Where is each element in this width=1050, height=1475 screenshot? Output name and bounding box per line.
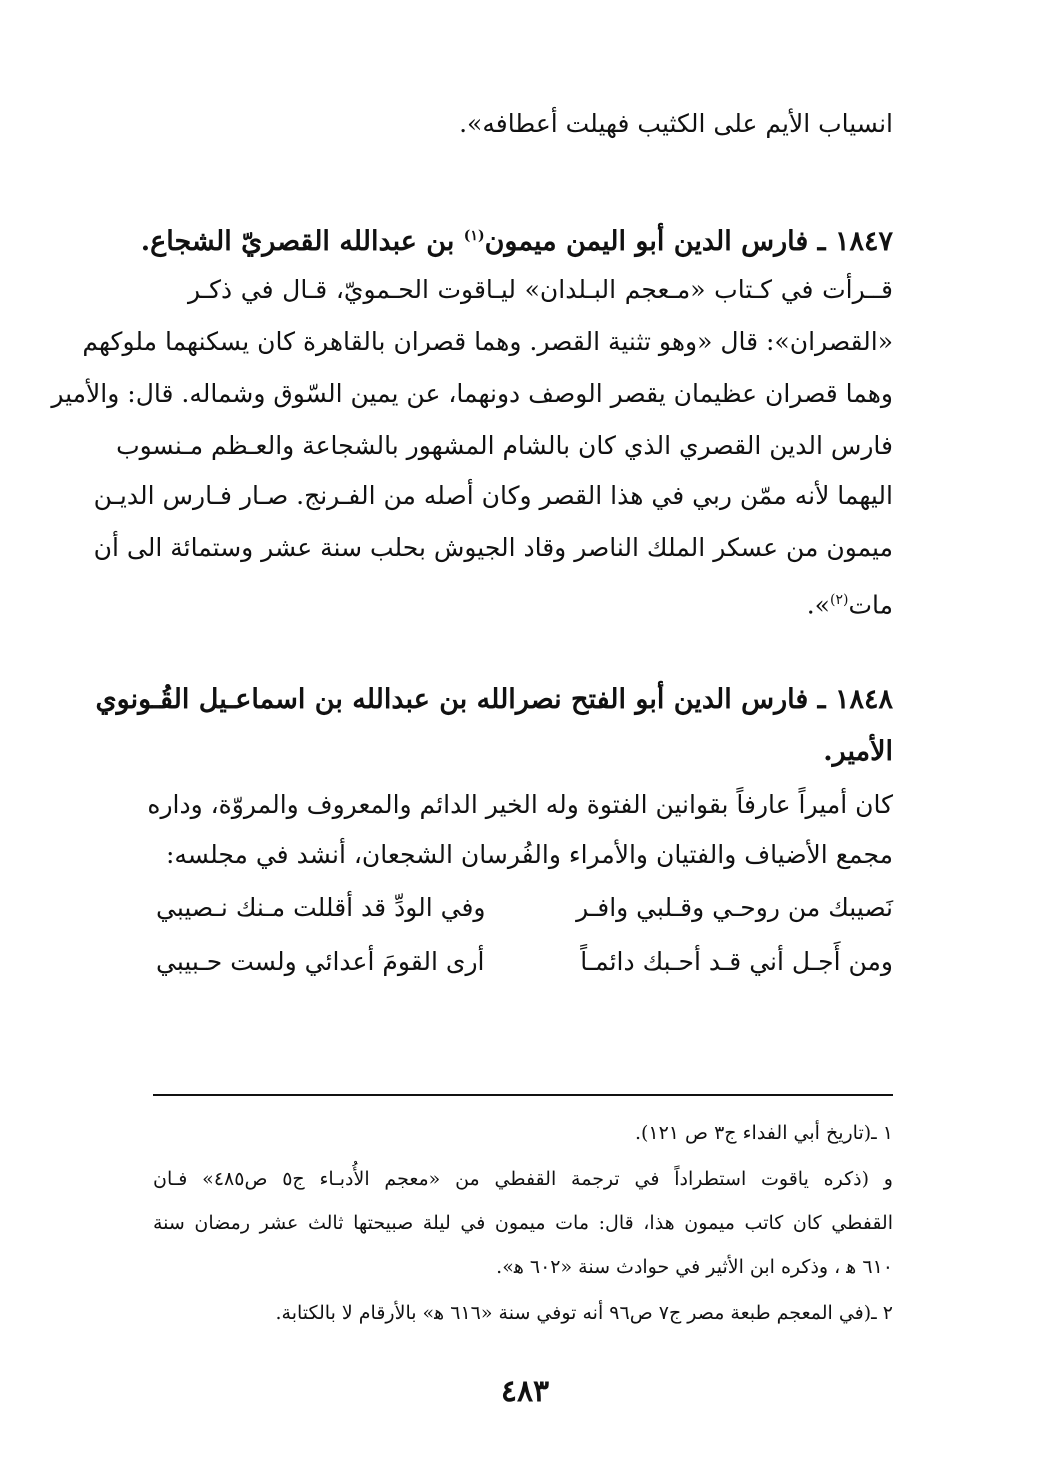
entry-1847-line-2: «القصران»: قال «وهو تثنية القصر. وهما قصران بالقاهرة كان يسكنهما ملوكهم	[82, 327, 893, 356]
entry-1847-line-4: فارس الدين القصري الذي كان بالشام المشهور بالشجاعة والعـظم مـنسوب	[116, 431, 893, 460]
entry-1848-heading-cont: الأمير.	[823, 736, 893, 767]
verse-2-first-hemistich: ومن أَجـل أني قـد أحـبك دائمـاً	[580, 947, 893, 976]
verse-1-first-hemistich: نَصيبك من روحـي وقـلبي وافـر	[576, 893, 893, 922]
entry-1847-heading-part-1: ١٨٤٧ ـ فارس الدين أبو اليمن ميمون	[484, 226, 893, 257]
footnote-1: ١ ـ(تاريخ أبي الفداء ج٣ ص ١٢١).	[634, 1122, 893, 1144]
footnote-2: ٢ ـ(في المعجم طبعة مصر ج٧ ص٩٦ أنه توفي سنة «٦١٦ ه‍» بالأرقام لا بالكتابة.	[275, 1302, 893, 1324]
entry-1847-heading	[140, 216, 893, 262]
footnote-separator	[153, 1094, 893, 1096]
entry-1847-line-6: ميمون من عسكر الملك الناصر وقاد الجيوش بحلب سنة عشر وستمائة الى أن	[93, 533, 893, 562]
entry-1847-line-3: وهما قصران عظيمان يقصر الوصف دونهما، عن يمين السّوق وشماله. قال: والأمير	[51, 379, 893, 408]
entry-1847-line-1: قــرأت في كـتاب «مـعجم البـلدان» ليـاقوت الحـمويّ، قـال في ذكـر	[188, 275, 893, 304]
verse-1-second-hemistich: وفي الودِّ قد أقللت مـنك نـصيبي	[156, 893, 486, 922]
verse-2-second-hemistich: أرى القومَ أعدائي ولست حـبيبي	[156, 947, 485, 976]
entry-1847-heading-part-2: بن عبدالله القصريّ الشجاع.	[140, 226, 464, 257]
entry-1847-closing: ».	[806, 590, 830, 620]
footnote-ref-1: (١)	[463, 228, 485, 244]
continuation-line: انسياب الأيم على الكثيب فهيلت أعطافه».	[459, 109, 893, 138]
entry-1848-line-2: مجمع الأضياف والفتيان والأمراء والفُرسان الشجعان، أنشد في مجلسه:	[165, 840, 893, 869]
entry-1848-line-1: كان أميراً عارفاً بقوانين الفتوة وله الخير الدائم والمعروف والمروّة، وداره	[147, 790, 893, 819]
footnote-ref-2: (٢)	[829, 592, 849, 608]
footnote-1-cont-3: ٦١٠ ه‍ ، وذكره ابن الأثير في حوادث سنة «٦٠٢ ه‍».	[496, 1256, 893, 1278]
footnote-1-cont-1: و (ذكره ياقوت استطراداً في ترجمة القفطي من «معجم الأُدبـاء ج٥ ص٤٨٥» فـان	[153, 1168, 893, 1190]
entry-1847-last-word: مات	[848, 590, 893, 620]
page-number: ٤٨٣	[500, 1374, 550, 1409]
entry-1847-line-5: اليهما لأنه ممّن ربي في هذا القصر وكان أصله من الفـرنج. صـار فـارس الديـن	[93, 481, 893, 510]
entry-1848-heading: ١٨٤٨ ـ فارس الدين أبو الفتح نصرالله بن عبدالله بن اسماعـيل القُـونوي	[95, 684, 893, 715]
entry-1847-line-7	[153, 580, 893, 625]
footnote-1-cont-2: القفطي كان كاتب ميمون هذا، قال: مات ميمون في ليلة صبيحتها ثالث عشر رمضان سنة	[153, 1212, 893, 1234]
